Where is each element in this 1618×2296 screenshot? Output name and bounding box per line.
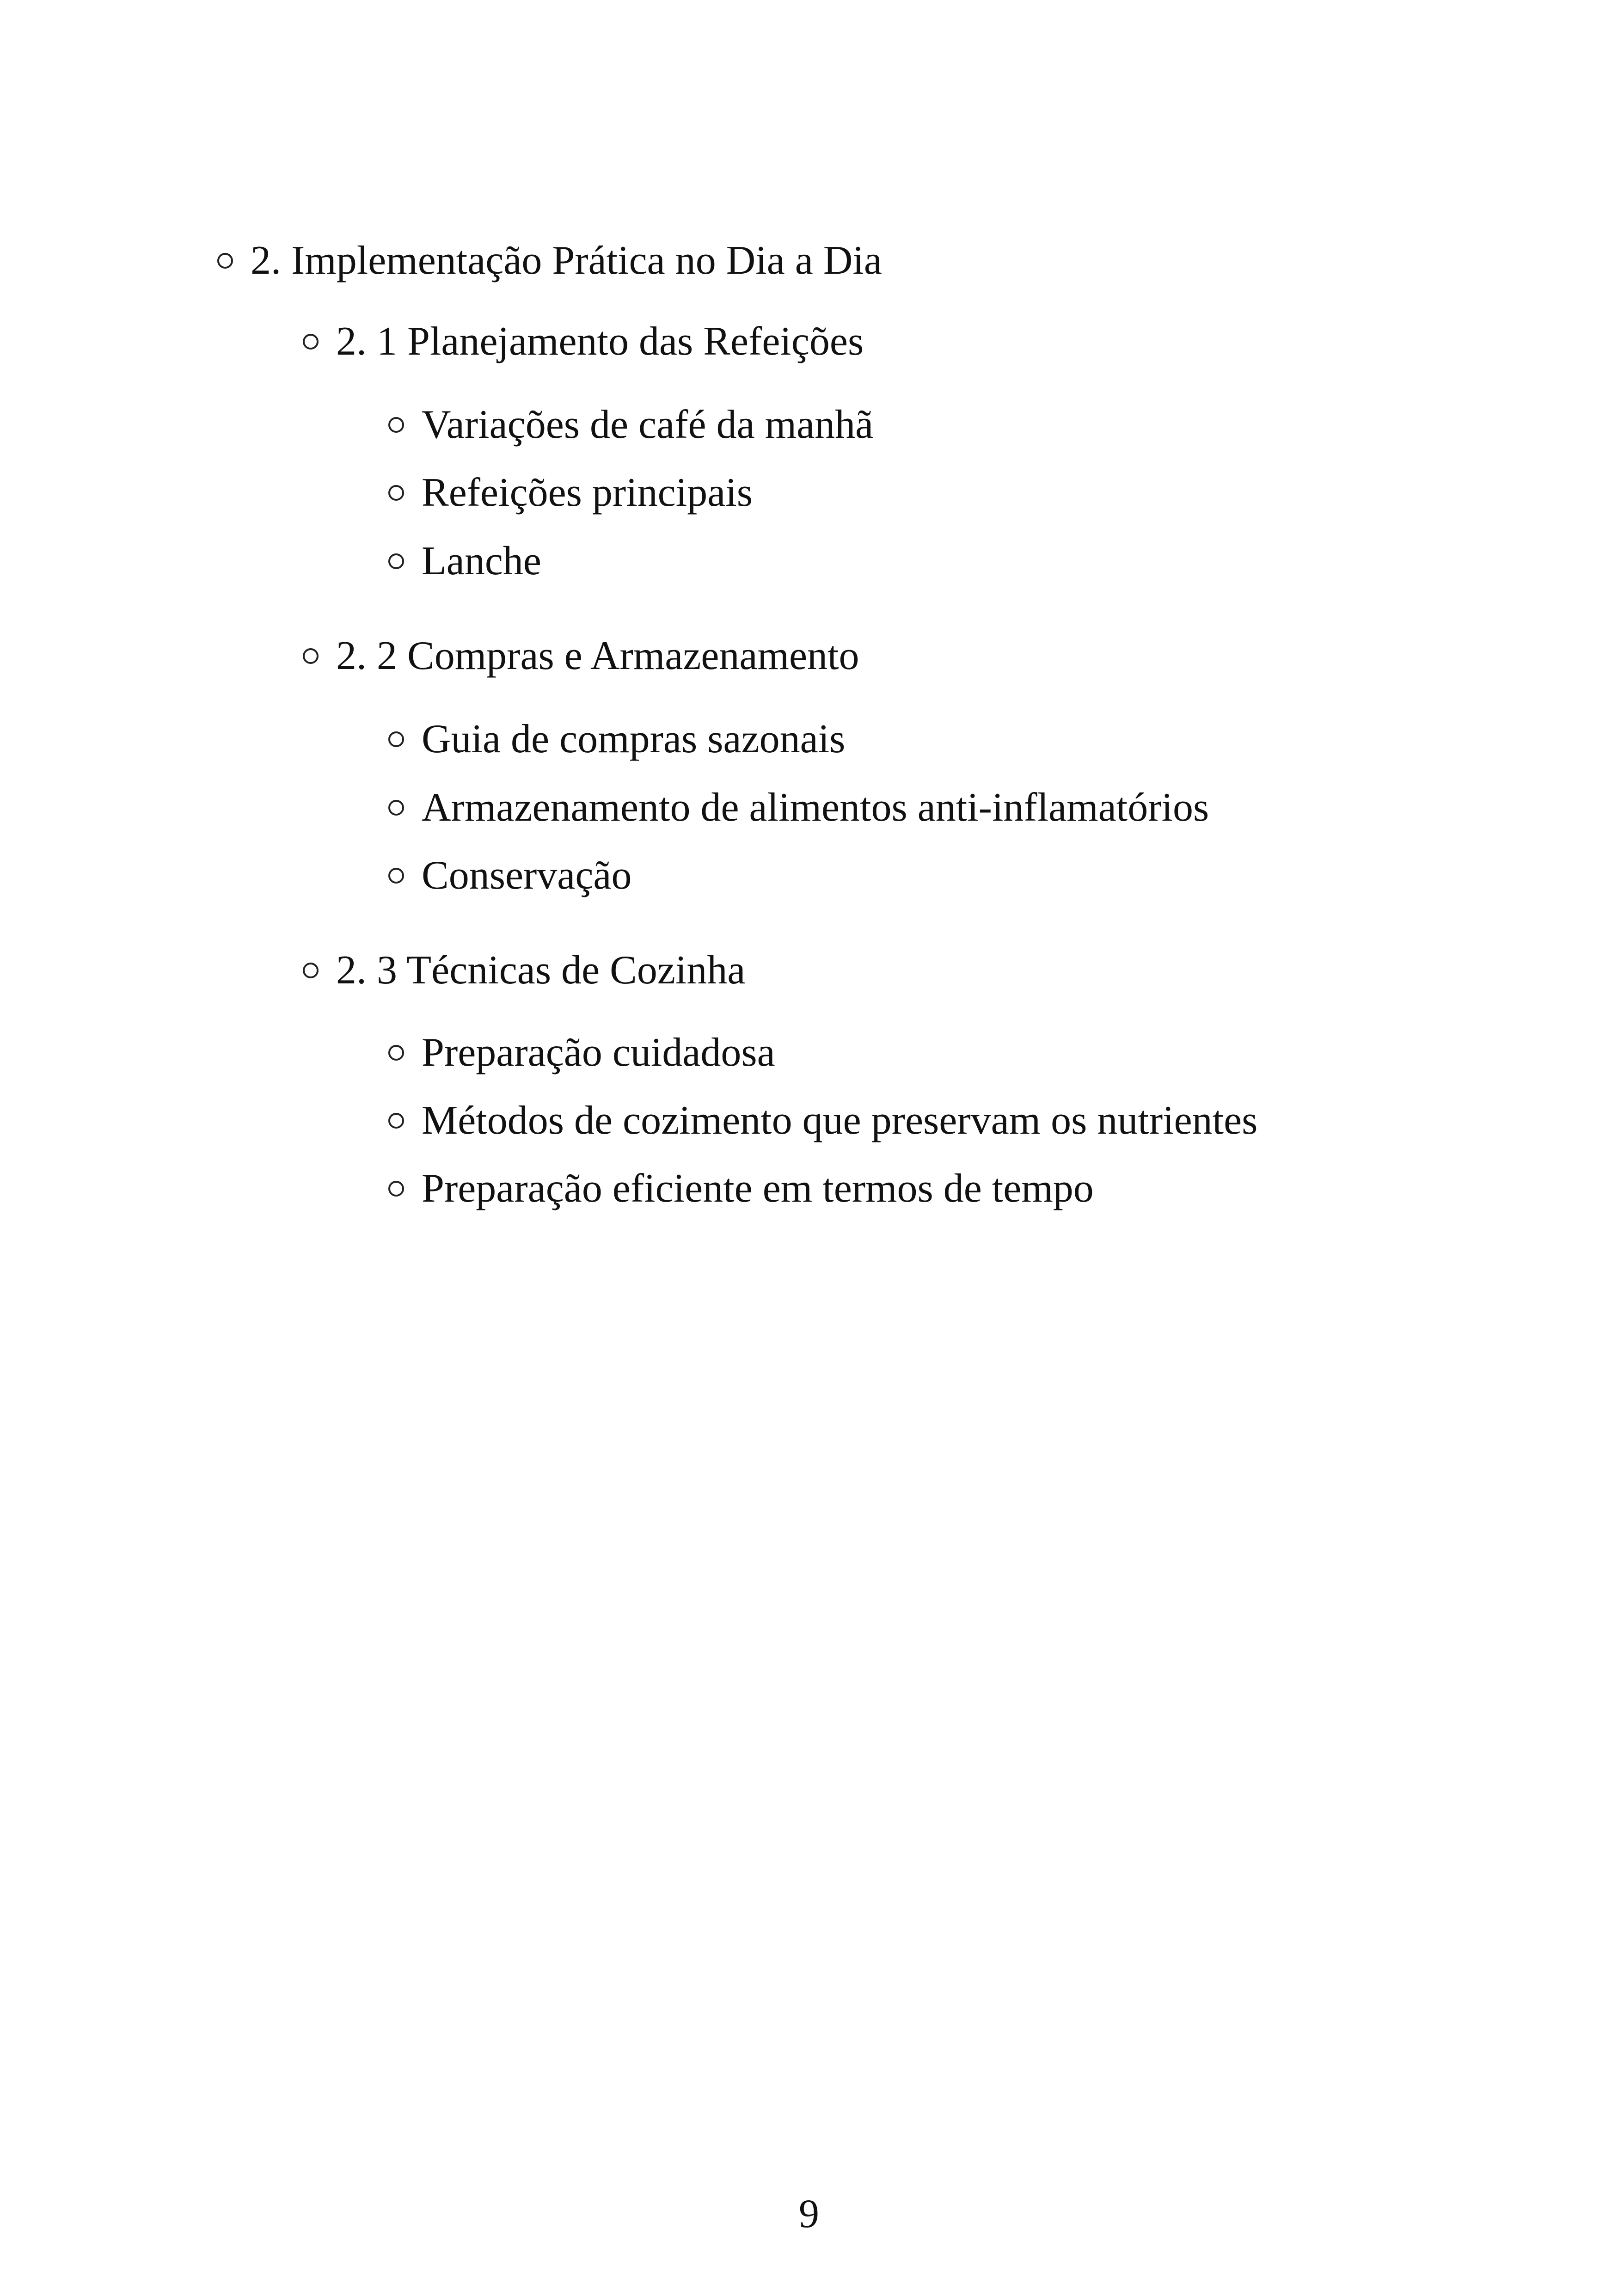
outline-item-label: Preparação cuidadosa <box>422 1030 775 1075</box>
outline-item-label: Preparação eficiente em termos de tempo <box>422 1166 1094 1211</box>
hollow-circle-icon <box>388 417 404 433</box>
hollow-circle-icon <box>217 253 233 269</box>
hollow-circle-icon <box>388 1113 404 1129</box>
outline-item-label: Lanche <box>422 539 541 583</box>
hollow-circle-icon <box>388 553 404 569</box>
outline-subitem <box>388 787 1209 828</box>
outline-subitem <box>388 719 845 760</box>
outline-item-label: 2. 2 Compras e Armazenamento <box>336 633 859 678</box>
hollow-circle-icon <box>303 648 319 664</box>
outline-section-title <box>303 633 859 678</box>
outline-item-label: Refeições principais <box>422 470 753 515</box>
hollow-circle-icon <box>388 868 404 884</box>
outline-item-label: 2. 3 Técnicas de Cozinha <box>336 948 746 993</box>
outline-subitem <box>388 1032 775 1073</box>
outline-item-label: 2. 1 Planejamento das Refeições <box>336 319 864 364</box>
hollow-circle-icon <box>388 1045 404 1061</box>
outline-item-label: Conservação <box>422 853 632 898</box>
outline-item-label: Guia de compras sazonais <box>422 717 846 761</box>
outline-subitem <box>388 1100 1257 1141</box>
outline-subitem <box>388 541 541 582</box>
outline-section-title <box>303 950 745 991</box>
outline-item-label: Armazenamento de alimentos anti-inflamatórios <box>422 785 1209 830</box>
outline-item-label: Métodos de cozimento que preservam os nutrientes <box>422 1098 1258 1143</box>
hollow-circle-icon <box>388 1181 404 1197</box>
page-number: 9 <box>799 2192 819 2236</box>
hollow-circle-icon <box>388 485 404 501</box>
outline-item-label: 2. Implementação Prática no Dia a Dia <box>251 238 882 283</box>
outline-subitem <box>388 855 631 896</box>
outline-subitem <box>388 1168 1094 1209</box>
outline-item-level1 <box>217 240 882 281</box>
outline-subitem <box>388 470 753 515</box>
outline-item-label: Variações de café da manhã <box>422 402 874 447</box>
hollow-circle-icon <box>303 963 319 978</box>
outline-subitem <box>388 402 874 447</box>
hollow-circle-icon <box>303 334 319 350</box>
outline-section-title <box>303 321 864 362</box>
hollow-circle-icon <box>388 731 404 747</box>
hollow-circle-icon <box>388 800 404 816</box>
